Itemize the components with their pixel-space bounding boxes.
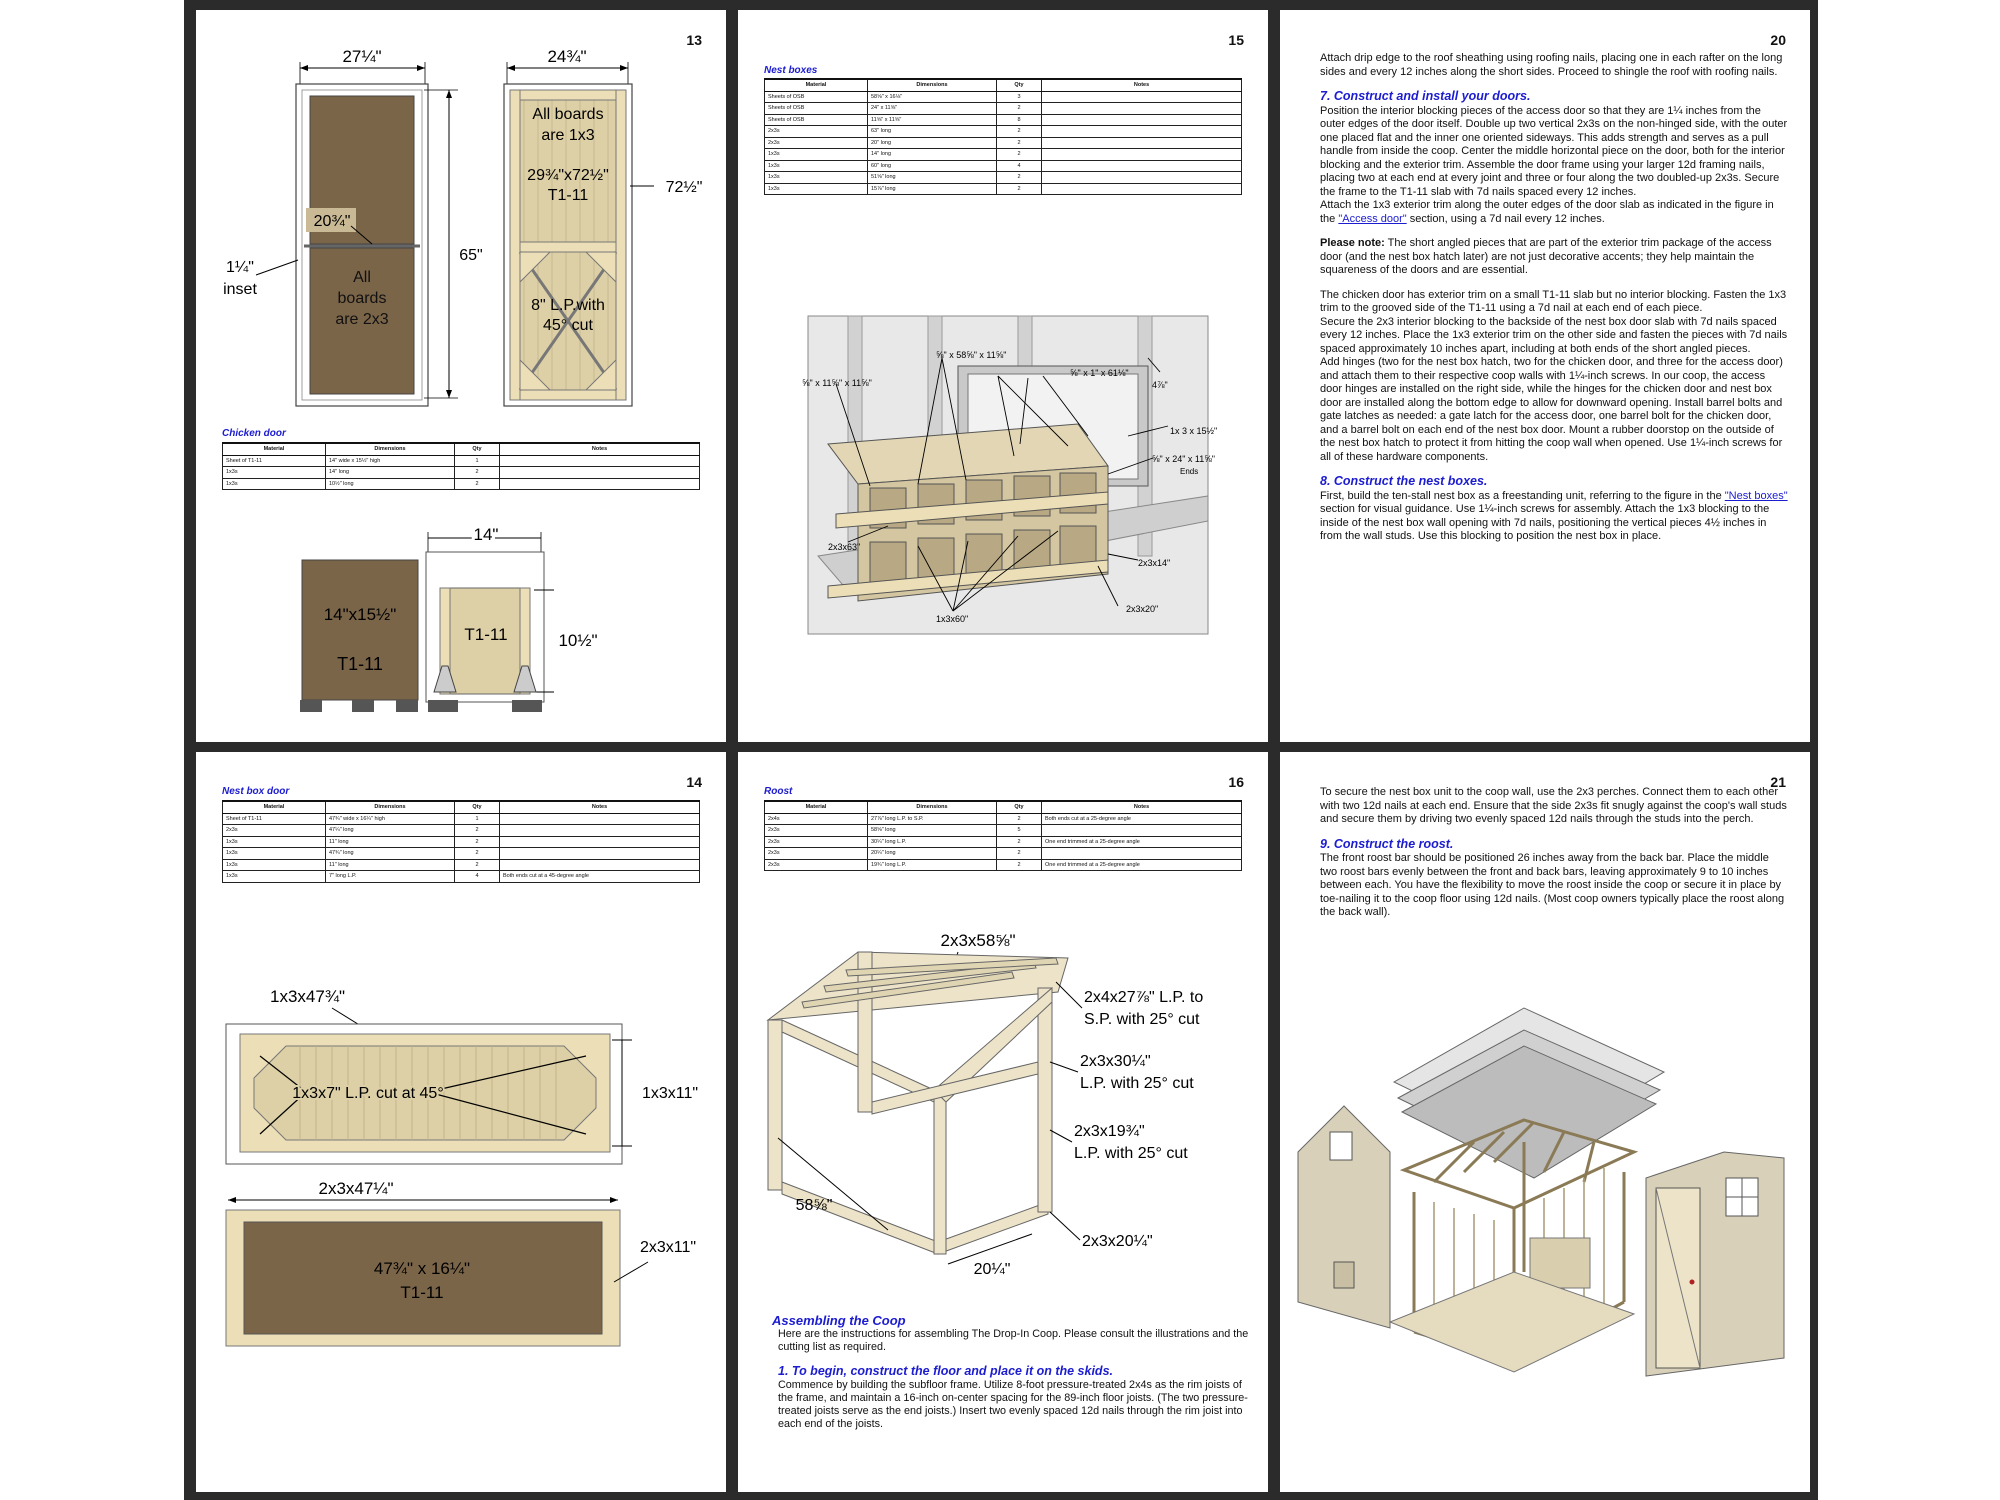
chicken-door-table: Material Dimensions Qty Notes Sheet of T1-11 14" wide x 15½" high 1 1x3s 14" long 2 1x3s 10½" long 2 <box>222 442 700 490</box>
height-65-label: 65" <box>459 247 483 264</box>
svg-text:2x3x19¾": 2x3x19¾" <box>1074 1123 1145 1140</box>
svg-text:T1-11: T1-11 <box>337 654 383 674</box>
page-20 <box>1280 10 1810 742</box>
chicken-door-height: 10½" <box>558 631 598 650</box>
table-row: 1x3s 7" long L.P. 4 Both ends cut at a 45-degree angle <box>223 871 700 883</box>
page-number: 13 <box>686 32 702 48</box>
roost-table: Material Dimensions Qty Notes 2x4s 27⅞" long L.P. to S.P. 2 Both ends cut at a 25-degree angle 2x3s 58⅝" long 5 2x3s 30¼" long L.P. 2 One end trimmed at a 25-degree angle 2x3s 20¼" long 2 2x3s 19¾" long L.P. 2 One end trimmed at a 25-degree angle <box>764 800 1242 871</box>
table-caption: Chicken door <box>222 428 286 439</box>
page-16 <box>738 752 1268 1492</box>
page-13 <box>196 10 726 742</box>
svg-text:1x3x47¾": 1x3x47¾" <box>270 987 346 1006</box>
page-21-text: To secure the nest box unit to the coop wall, use the 2x3 perches. Connect them to each other with two 12d nails at each end. Ensure that the side 2x3s fit snugly against the coop's wall studs and secure them by driving two evenly spaced 12d nails through the studs into the perch. 9. Construct the roost. The front roost bar should be positioned 26 inches away from the back bar. Place the middle two roost bars evenly between the front and back bars, leaving approximately 9 to 10 inches between each. You have the flexibility to move the roost inside the coop or secure it in place by toe-nailing it to the coop floor using 12d nails. (Most coop owners typically place the roost along the back wall). <box>1320 786 1787 918</box>
table-row: 2x3s 58⅝" long 5 <box>765 825 1242 837</box>
panel-width-label: 24¾" <box>547 47 587 66</box>
svg-text:1x 3 x 15½": 1x 3 x 15½" <box>1170 426 1218 436</box>
svg-text:2x3x58⅝": 2x3x58⅝" <box>940 931 1016 950</box>
table-row: 1x3s 11" long 2 <box>223 836 700 848</box>
svg-text:2x3x63": 2x3x63" <box>828 542 861 552</box>
svg-text:are 1x3: are 1x3 <box>541 127 595 144</box>
table-row: 1x3s 14" long 2 <box>223 467 700 479</box>
svg-text:T1-11: T1-11 <box>400 1283 444 1302</box>
table-caption: Roost <box>764 786 793 797</box>
section-heading: Assembling the Coop <box>772 1313 906 1328</box>
table-row: 1x3s 14" long 2 <box>765 149 1242 161</box>
svg-text:2x4x27⅞" L.P. to: 2x4x27⅞" L.P. to <box>1084 989 1204 1006</box>
section-heading: 1. To begin, construct the floor and place it on the skids. <box>778 1364 1113 1378</box>
page-20-text: Attach drip edge to the roof sheathing using roofing nails, placing one in each rafter on the long sides and every 12 inches along the short sides. Proceed to shingle the roof with roofing nails. 7. Construct and install your doors. Position the interior blocking pieces of the access door so that they are 1¼ inches from the outer edges of the door itself. Double up two vertical 2x3s on the non-hinged side, with the outer one placed flat and the inner one oriented sideways. This adds strength and serves as a pull handle from inside the coop. Center the middle horizontal piece on the door, both for the interior blocking and the exterior trim. Assemble the door frame using your larger 12d framing nails, placing two at each end at every joint and three or four along the two doubled-up 2x3s. Secure the frame to the T1-11 slab with 7d nails spaced every 12 inches. Attach the 1x3 exterior trim along the outer edges of the door slab as indicated in the figure in the "Access door" section, using a 7d nail every 12 inches. Please note: The short angled pieces that are part of the exterior trim package of the access door (and the nest box hatch later) are not just decorative accents; they help maintain the squareness of the doors and are essential. The chicken door has exterior trim on a small T1-11 slab but no interior blocking. Fasten the 1x3 trim to the grooved side of the T1-11 using a 7d nail at each end of each piece. Secure the 2x3 interior blocking to the backside of the nest box door slab with 7d nails spaced every 12 inches. Place the 1x3 exterior trim on the other side and fasten the pieces with 7d nails spaced approximately 10 inches apart, including at both ends of the short angled pieces. Add hinges (two for the nest box hatch, two for the chicken door, and three for the access door) and attach them to their respective coop walls with 1¼-inch screws. In our coop, the access door hinges are installed on the right side, while the hinges for the chicken door and nest box door are installed along the bottom edge to allow for downward opening. Install barrel bolts and gate latches as needed: a gate latch for the access door, one barrel bolt for the chicken door, and a barrel bolt on each end of the nest box door. Mount a rubber doorstop on the outside of the nest box hatch to protect it from hitting the coop wall when opened. Use 1¼-inch screws for all of these hardware components. 8. Construct the nest boxes. First, build the ten-stall nest box as a freestanding unit, referring to the figure in the "Nest boxes" section for visual guidance. Use 1¼-inch screws for assembly. Attach the 1x3 blocking to the inside of the nest box wall opening with 7d nails, positioning the vertical pieces 4½ inches in from the wall studs. Use this blocking to position the nest box in place. <box>1320 52 1788 542</box>
svg-text:14"x15½": 14"x15½" <box>323 605 397 624</box>
table-row: 1x3s 51⅝" long 2 <box>765 172 1242 184</box>
svg-text:All boards: All boards <box>532 106 604 123</box>
svg-text:2x3x14": 2x3x14" <box>1138 558 1171 568</box>
svg-text:2x3x30¼": 2x3x30¼" <box>1080 1053 1151 1070</box>
table-caption: Nest boxes <box>764 65 818 76</box>
table-row: 1x3s 11" long 2 <box>223 859 700 871</box>
svg-text:20¼": 20¼" <box>973 1261 1011 1278</box>
svg-text:1x3x11": 1x3x11" <box>641 1085 699 1102</box>
svg-text:4⅞": 4⅞" <box>1152 380 1168 390</box>
svg-text:47¾" x 16¼": 47¾" x 16¼" <box>373 1259 471 1278</box>
page-grid <box>184 0 1818 1500</box>
svg-text:⅝" x 58⅝" x 11⅝": ⅝" x 58⅝" x 11⅝" <box>936 350 1007 360</box>
table-row: 2x3s 19¾" long L.P. 2 One end trimmed at a 25-degree angle <box>765 859 1242 871</box>
page-16-text: Assembling the Coop Here are the instructions for assembling The Drop-In Coop. Please consult the illustrations and the cutting list as required. 1. To begin, construct the floor and place it on the skids. Commence by building the subfloor frame. Utilize 8-foot pressure-treated 2x4s as the rim joists of the frame, and maintain a 16-inch on-center spacing for the 89-inch floor joists. (The two pressure-treated joists serve as the end joists.) Insert two evenly spaced 12d nails through the rim joist into each end of the joists. <box>772 1313 1249 1430</box>
table-row: 1x3s 10½" long 2 <box>223 478 700 490</box>
svg-text:L.P. with 25° cut: L.P. with 25° cut <box>1080 1075 1194 1092</box>
brace-label: 20¾" <box>313 213 351 230</box>
table-row: 2x3s 47¼" long 2 <box>223 825 700 837</box>
svg-text:are 2x3: are 2x3 <box>335 311 389 328</box>
table-row: 2x3s 20¼" long 2 <box>765 848 1242 860</box>
height-725-label: 72½" <box>665 179 703 196</box>
slab-size-label: 29¾"x72½" <box>527 167 609 184</box>
svg-text:2x3x47¼": 2x3x47¼" <box>318 1179 394 1198</box>
table-row: 2x4s 27⅞" long L.P. to S.P. 2 Both ends cut at a 25-degree angle <box>765 813 1242 825</box>
page-number: 21 <box>1770 774 1786 790</box>
chicken-door-diagram <box>196 490 726 740</box>
table-row: Sheets of OSB 11⅝" x 11⅝" 8 <box>765 114 1242 126</box>
svg-text:⅝" x 1" x 61⅛": ⅝" x 1" x 61⅛" <box>1070 368 1129 378</box>
svg-text:inset: inset <box>223 281 257 298</box>
table-row: Sheets of OSB 58⅝" x 16⅛" 3 <box>765 91 1242 103</box>
nest-boxes-table: Material Dimensions Qty Notes Sheets of OSB 58⅝" x 16⅛" 3 Sheets of OSB 24" x 11⅝" 2 Sheets of OSB 11⅝" x 11⅝" 8 2x3s 63" long 2 2x3s 20" long 2 1x3s 14" long 2 1x3s 60" long 4 1x3s 51⅝" long 2 1x3s 15⅞" long 2 <box>764 78 1242 195</box>
table-row: 1x3s 15⅞" long 2 <box>765 183 1242 195</box>
table-row: 2x3s 63" long 2 <box>765 126 1242 138</box>
section-heading: 8. Construct the nest boxes. <box>1320 474 1488 488</box>
table-row: 2x3s 30¼" long L.P. 2 One end trimmed at a 25-degree angle <box>765 836 1242 848</box>
door-width-label: 27¼" <box>342 47 382 66</box>
svg-text:1x3x7" L.P. cut at 45°: 1x3x7" L.P. cut at 45° <box>292 1085 444 1102</box>
page-14 <box>196 752 726 1492</box>
chicken-door-width: 14" <box>473 525 499 544</box>
table-row: 1x3s 47¾" long 2 <box>223 848 700 860</box>
svg-text:2x3x20": 2x3x20" <box>1126 604 1159 614</box>
section-heading: 7. Construct and install your doors. <box>1320 89 1531 103</box>
svg-text:S.P. with 25° cut: S.P. with 25° cut <box>1084 1011 1200 1028</box>
nest-box-door-diagram <box>196 912 726 1472</box>
table-row: 1x3s 60" long 4 <box>765 160 1242 172</box>
nest-boxes-link[interactable]: "Nest boxes" <box>1724 489 1788 502</box>
svg-text:L.P. with 25° cut: L.P. with 25° cut <box>1074 1145 1188 1162</box>
svg-text:45° cut: 45° cut <box>543 317 593 334</box>
svg-text:1x3x60": 1x3x60" <box>936 614 969 624</box>
access-door-diagram <box>196 10 726 430</box>
svg-text:2x3x20¼": 2x3x20¼" <box>1082 1233 1153 1250</box>
page-number: 16 <box>1228 774 1244 790</box>
page-21 <box>1280 752 1810 1492</box>
nest-box-door-table: Material Dimensions Qty Notes Sheet of T1-11 47¾" wide x 16¼" high 1 2x3s 47¼" long 2 1x3s 11" long 2 1x3s 47¾" long 2 1x3s 11" long 2 1x3s 7" long L.P. 4 Both ends cut at a 45-degree angle <box>222 800 700 883</box>
svg-text:8" L.P.with: 8" L.P.with <box>531 297 605 314</box>
table-row: 2x3s 20" long 2 <box>765 137 1242 149</box>
coop-exploded-diagram <box>1294 1002 1794 1382</box>
table-row: Sheet of T1-11 14" wide x 15½" high 1 <box>223 455 700 467</box>
page-number: 15 <box>1228 32 1244 48</box>
svg-text:All: All <box>353 269 371 286</box>
section-heading: 9. Construct the roost. <box>1320 836 1454 851</box>
page-number: 20 <box>1770 32 1786 48</box>
page-15 <box>738 10 1268 742</box>
svg-text:⅝" x 24" x 11⅝": ⅝" x 24" x 11⅝" <box>1152 454 1215 464</box>
svg-text:2x3x11": 2x3x11" <box>639 1239 697 1256</box>
page-number: 14 <box>686 774 702 790</box>
roost-diagram <box>738 912 1268 1312</box>
svg-text:58⅝": 58⅝" <box>795 1197 833 1214</box>
svg-text:boards: boards <box>337 290 387 307</box>
svg-text:Ends: Ends <box>1180 467 1199 476</box>
svg-text:⅝" x 11⅝" x 11⅝": ⅝" x 11⅝" x 11⅝" <box>802 378 872 388</box>
nest-box-diagram <box>802 316 1218 634</box>
svg-text:T1-11: T1-11 <box>547 187 589 204</box>
table-row: Sheet of T1-11 47¾" wide x 16¼" high 1 <box>223 813 700 825</box>
table-row: Sheets of OSB 24" x 11⅝" 2 <box>765 103 1242 115</box>
svg-text:T1-11: T1-11 <box>464 625 508 644</box>
access-door-link[interactable]: "Access door" <box>1338 212 1407 225</box>
table-caption: Nest box door <box>222 786 290 797</box>
inset-label: 1¼" <box>226 259 254 276</box>
